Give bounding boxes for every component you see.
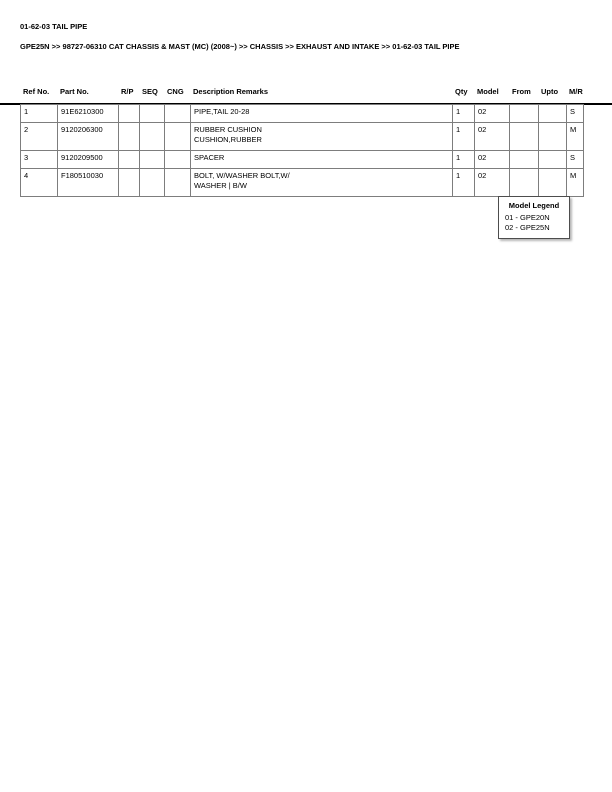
cell-part-no: 9120209500 — [58, 151, 119, 169]
col-header-mr: M/R — [569, 87, 583, 96]
header-row — [20, 85, 583, 98]
cell-seq — [140, 151, 165, 169]
cell-from — [510, 105, 539, 123]
col-header-upto: Upto — [541, 87, 559, 96]
cell-seq — [140, 169, 165, 197]
description-line: BOLT, W/WASHER BOLT,W/ — [194, 171, 290, 180]
col-header-part-no: Part No. — [60, 87, 89, 96]
cell-seq — [140, 123, 165, 151]
description-line: SPACER — [194, 153, 225, 162]
model-legend-box — [498, 196, 570, 239]
model-legend-item: 02 - GPE25N — [505, 223, 550, 232]
cell-model: 02 — [475, 151, 510, 169]
description-line: CUSHION,RUBBER — [194, 135, 262, 144]
cell-qty: 1 — [453, 123, 475, 151]
cell-model: 02 — [475, 105, 510, 123]
cell-seq — [140, 105, 165, 123]
col-header-model: Model — [477, 87, 499, 96]
cell-qty: 1 — [453, 151, 475, 169]
page-title: 01-62-03 TAIL PIPE — [20, 22, 88, 31]
table-row — [21, 169, 584, 197]
cell-upto — [539, 105, 567, 123]
cell-description — [191, 169, 453, 197]
cell-qty: 1 — [453, 169, 475, 197]
col-header-rp: R/P — [121, 87, 134, 96]
cell-from — [510, 123, 539, 151]
cell-upto — [539, 151, 567, 169]
cell-upto — [539, 169, 567, 197]
table-row — [21, 123, 584, 151]
description-line: WASHER | B/W — [194, 181, 247, 190]
cell-cng — [165, 169, 191, 197]
cell-rp — [119, 169, 140, 197]
cell-part-no: 9120206300 — [58, 123, 119, 151]
cell-description — [191, 105, 453, 123]
col-header-description: Description Remarks — [193, 87, 269, 96]
cell-model: 02 — [475, 123, 510, 151]
cell-model: 02 — [475, 169, 510, 197]
cell-mr: S — [567, 105, 584, 123]
col-header-seq: SEQ — [142, 87, 158, 96]
cell-part-no: 91E6210300 — [58, 105, 119, 123]
cell-ref-no: 4 — [21, 169, 58, 197]
cell-cng — [165, 123, 191, 151]
cell-mr: M — [567, 169, 584, 197]
cell-ref-no: 1 — [21, 105, 58, 123]
cell-part-no: F180510030 — [58, 169, 119, 197]
breadcrumb: GPE25N >> 98727-06310 CAT CHASSIS & MAST (MC) (2008~) >> CHASSIS >> EXHAUST AND INTAKE >> 01-62-03 TAIL PIPE — [20, 42, 460, 51]
col-header-from: From — [512, 87, 531, 96]
cell-mr: M — [567, 123, 584, 151]
cell-upto — [539, 123, 567, 151]
description-line: PIPE,TAIL 20-28 — [194, 107, 250, 116]
model-legend-item: 01 - GPE20N — [505, 213, 550, 222]
cell-qty: 1 — [453, 105, 475, 123]
table-row — [21, 151, 584, 169]
col-header-ref-no: Ref No. — [23, 87, 50, 96]
cell-ref-no: 3 — [21, 151, 58, 169]
cell-description — [191, 151, 453, 169]
cell-rp — [119, 151, 140, 169]
cell-ref-no: 2 — [21, 123, 58, 151]
model-legend-title: Model Legend — [508, 201, 560, 210]
table-row — [21, 105, 584, 123]
parts-table — [20, 104, 584, 197]
cell-description — [191, 123, 453, 151]
cell-cng — [165, 105, 191, 123]
col-header-qty: Qty — [455, 87, 468, 96]
cell-cng — [165, 151, 191, 169]
cell-from — [510, 151, 539, 169]
cell-from — [510, 169, 539, 197]
cell-rp — [119, 123, 140, 151]
cell-mr: S — [567, 151, 584, 169]
description-line: RUBBER CUSHION — [194, 125, 262, 134]
cell-rp — [119, 105, 140, 123]
parts-table-header — [20, 85, 583, 98]
col-header-cng: CNG — [167, 87, 184, 96]
